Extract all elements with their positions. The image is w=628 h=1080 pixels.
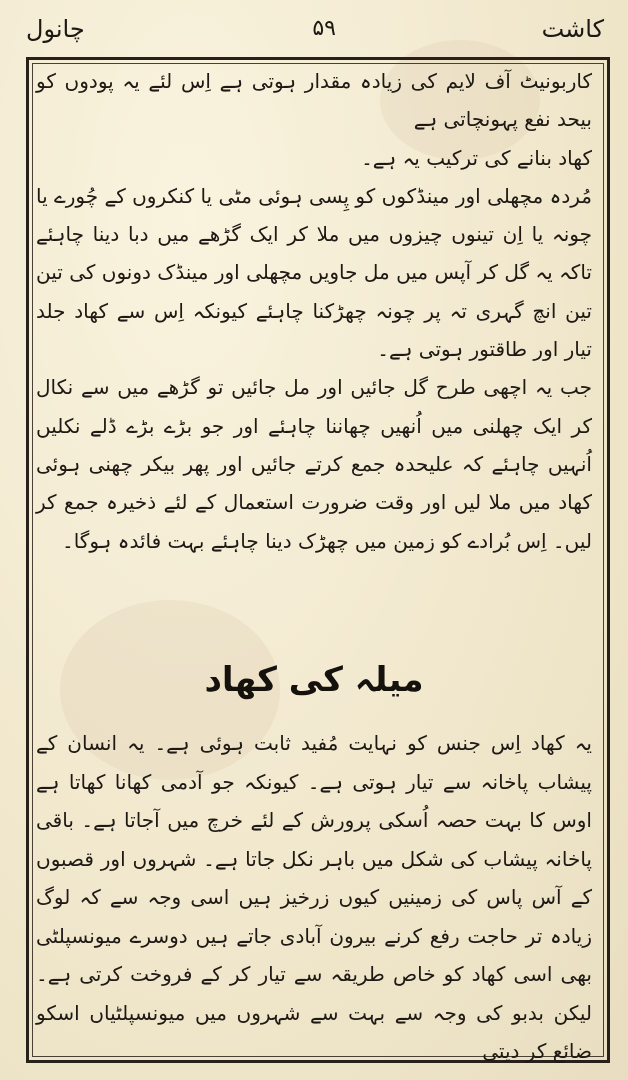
crop-title: چانول — [26, 15, 85, 43]
body-text — [36, 62, 592, 560]
page-number: ۵۹ — [312, 16, 336, 41]
paragraph: کھاد بنانے کی ترکیب یہ ہے۔ — [361, 145, 592, 170]
section-text — [36, 724, 592, 1071]
section-title: کاشت — [541, 15, 604, 43]
page-header — [26, 6, 604, 56]
section-heading: میلہ کی کھاد — [204, 660, 424, 700]
paragraph: کاربونیٹ آف لایم کی زیادہ مقدار ہوتی ہے اِس لئے یہ پودوں کو بیحد نفع پہونچاتی ہے — [36, 69, 592, 132]
paragraph: یہ کھاد اِس جنس کو نہایت مُفید ثابت ہوئی ہے۔ یہ انسان کے پیشاب پاخانہ سے تیار ہوتی ہے۔ کیونکہ جو آدمی کھانا کھاتا ہے اوس کا بہت حصہ اُسکی پرورش کے لئے خرچ میں آجاتا ہے۔ باقی پاخانہ پیشاب کی شکل میں باہر نکل جاتا ہے۔ شہروں اور قصبوں کے آس پاس کی زمینیں کیوں زرخیز ہیں اسی وجہ سے کہ لوگ زیادہ تر حاجت رفع کرنے بیرون آبادی جاتے ہیں دوسرے میونسپلٹی بھی اسی کھاد کو خاص طریقہ سے تیار کر کے فروخت کرتی ہے۔ لیکن بدبو کی وجہ سے بہت سے شہروں میں میونسپلٹیاں اسکو ضائع کر دیتی — [36, 731, 592, 1063]
paragraph: مُردہ مچھلی اور مینڈکوں کو پِسی ہوئی مٹی یا کنکروں کے چُورے یا چونہ یا اِن تینوں چیزوں میں ملا کر ایک گڑھے میں دبا دینا چاہئے تاکہ یہ گل کر آپس میں مل جاویں مچھلی اور مینڈک دونوں کی تین تین انچ گہری تہ پر چونہ چھڑکنا چاہئے کیونکہ اِس سے کھاد جلد تیار اور طاقتور ہوتی ہے۔ — [36, 183, 592, 362]
paragraph: جب یہ اچھی طرح گل جائیں اور مل جائیں تو گڑھے میں سے نکال کر ایک چھلنی میں اُنھیں چھاننا چاہئے اور جو بڑے بڑے ڈلے نکلیں اُنہیں چاہئے کہ علیحدہ جمع کرتے جائیں اور پھر بیکر چھنی ہوئی کھاد میں ملا لیں اور وقت ضرورت استعمال کے لئے ذخیرہ جمع کر لیں۔ اِس بُرادے کو زمین میں چھڑک دینا چاہئے بہت فائدہ ہوگا۔ — [36, 375, 592, 553]
